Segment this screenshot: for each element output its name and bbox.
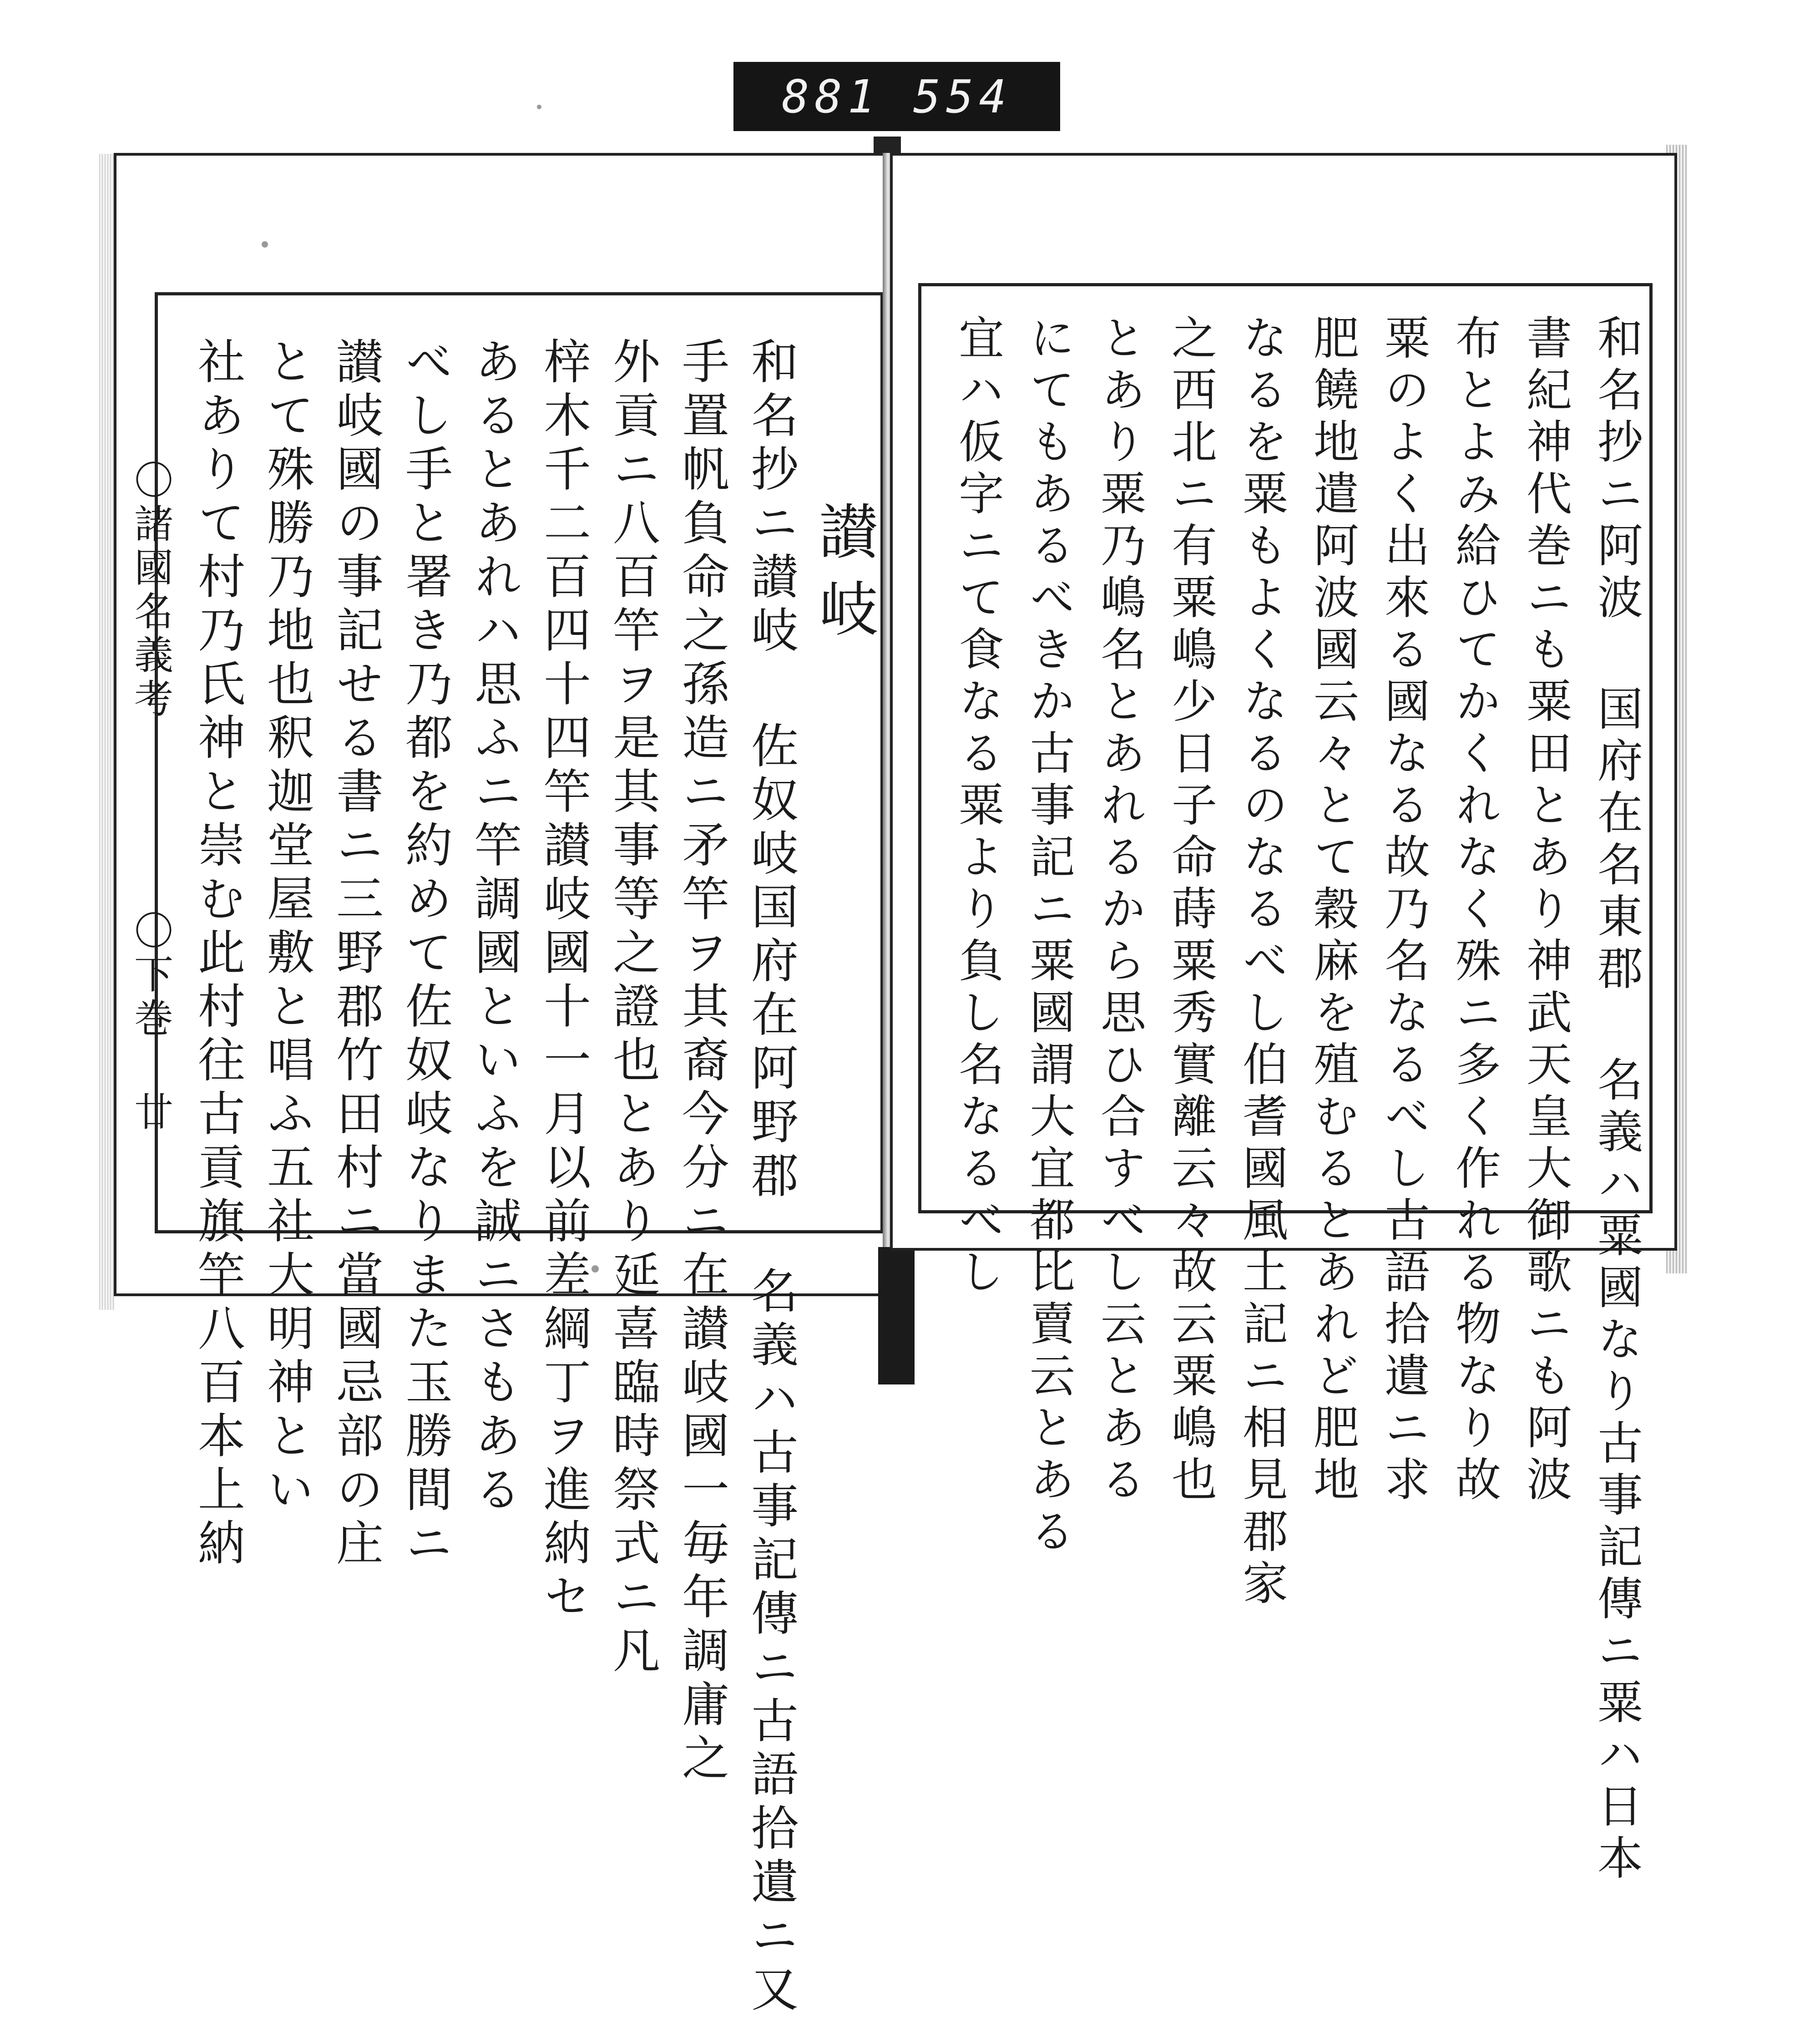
book-page-edges-left xyxy=(99,154,115,1310)
right-column: 布とよみ給ひてかくれなく殊ニ多く作れる物なり故 xyxy=(1448,314,1501,1507)
left-column: 和名抄ニ讃岐 佐奴岐国府在阿野郡 名義ハ古事記傳ニ古語拾遺ニ又 xyxy=(743,337,799,2018)
scan-speck xyxy=(537,105,541,109)
right-body-text xyxy=(924,314,1652,1886)
left-margin-title: 〇諸國名義考 xyxy=(127,460,173,722)
catalog-label-text: 881 554 xyxy=(782,70,1012,123)
left-column: 手置帆負命之孫造ニ矛竿ヲ其裔今分ニ在讃岐國一毎年調庸之 xyxy=(674,337,729,1787)
right-column: 之西北ニ有粟嶋少日子命蒔粟秀實離云々故云粟嶋也 xyxy=(1164,314,1217,1507)
left-column: 梓木千二百四十四竿讃岐國十一月以前差綱丁ヲ進納セ xyxy=(536,337,591,1626)
left-margin-foot: 〇下巻 廿 xyxy=(127,910,173,1135)
scan-speck xyxy=(262,241,268,248)
right-column: なるを粟もよくなるのなるべし伯耆國風土記ニ相見郡家 xyxy=(1235,314,1288,1611)
right-column: 宜ハ仮字ニて食なる粟より負し名なるべし xyxy=(951,314,1004,1300)
right-column: 和名抄ニ阿波 国府在名東郡 名義ハ粟國なり古事記傳ニ粟ハ日本 xyxy=(1590,314,1643,1886)
left-column: 外貢ニ八百竿ヲ是其事等之證也とあり延喜臨時祭式ニ凡 xyxy=(605,337,660,1679)
left-column: 社ありて村乃氏神と崇む此村往古貢旗竿八百本上納 xyxy=(190,337,245,1572)
right-column: 粟のよく出來る國なる故乃名なるべし古語拾遺ニ求 xyxy=(1377,314,1430,1507)
right-column: とあり粟乃嶋名とあれるから思ひ合すべし云とある xyxy=(1093,314,1146,1507)
left-body-text xyxy=(164,337,805,2018)
right-column: にてもあるべきか古事記ニ粟國謂大宜都比賣云とある xyxy=(1022,314,1075,1559)
left-heading: 讃岐 xyxy=(809,501,879,655)
left-column: 讃岐國の事記せる書ニ三野郡竹田村ニ當國忌部の庄 xyxy=(328,337,384,1572)
bookmark-ribbon xyxy=(878,1247,915,1384)
scan-speck xyxy=(592,1265,599,1273)
left-column: あるとあれハ思ふニ竿調國といふを誠ニさもある xyxy=(466,337,522,1518)
right-column: 書紀神代巻ニも粟田とあり神武天皇大御歌ニも阿波 xyxy=(1519,314,1572,1507)
right-column: 肥饒地遣阿波國云々とて穀麻を殖むるとあれど肥地 xyxy=(1306,314,1359,1507)
left-column: べし手と署き乃都を約めて佐奴岐なりまた玉勝間ニ xyxy=(397,337,453,1572)
catalog-label-plate xyxy=(733,62,1060,131)
left-column: とて殊勝乃地也釈迦堂屋敷と唱ふ五社大明神とい xyxy=(259,337,314,1518)
binding-string-top xyxy=(874,137,901,153)
